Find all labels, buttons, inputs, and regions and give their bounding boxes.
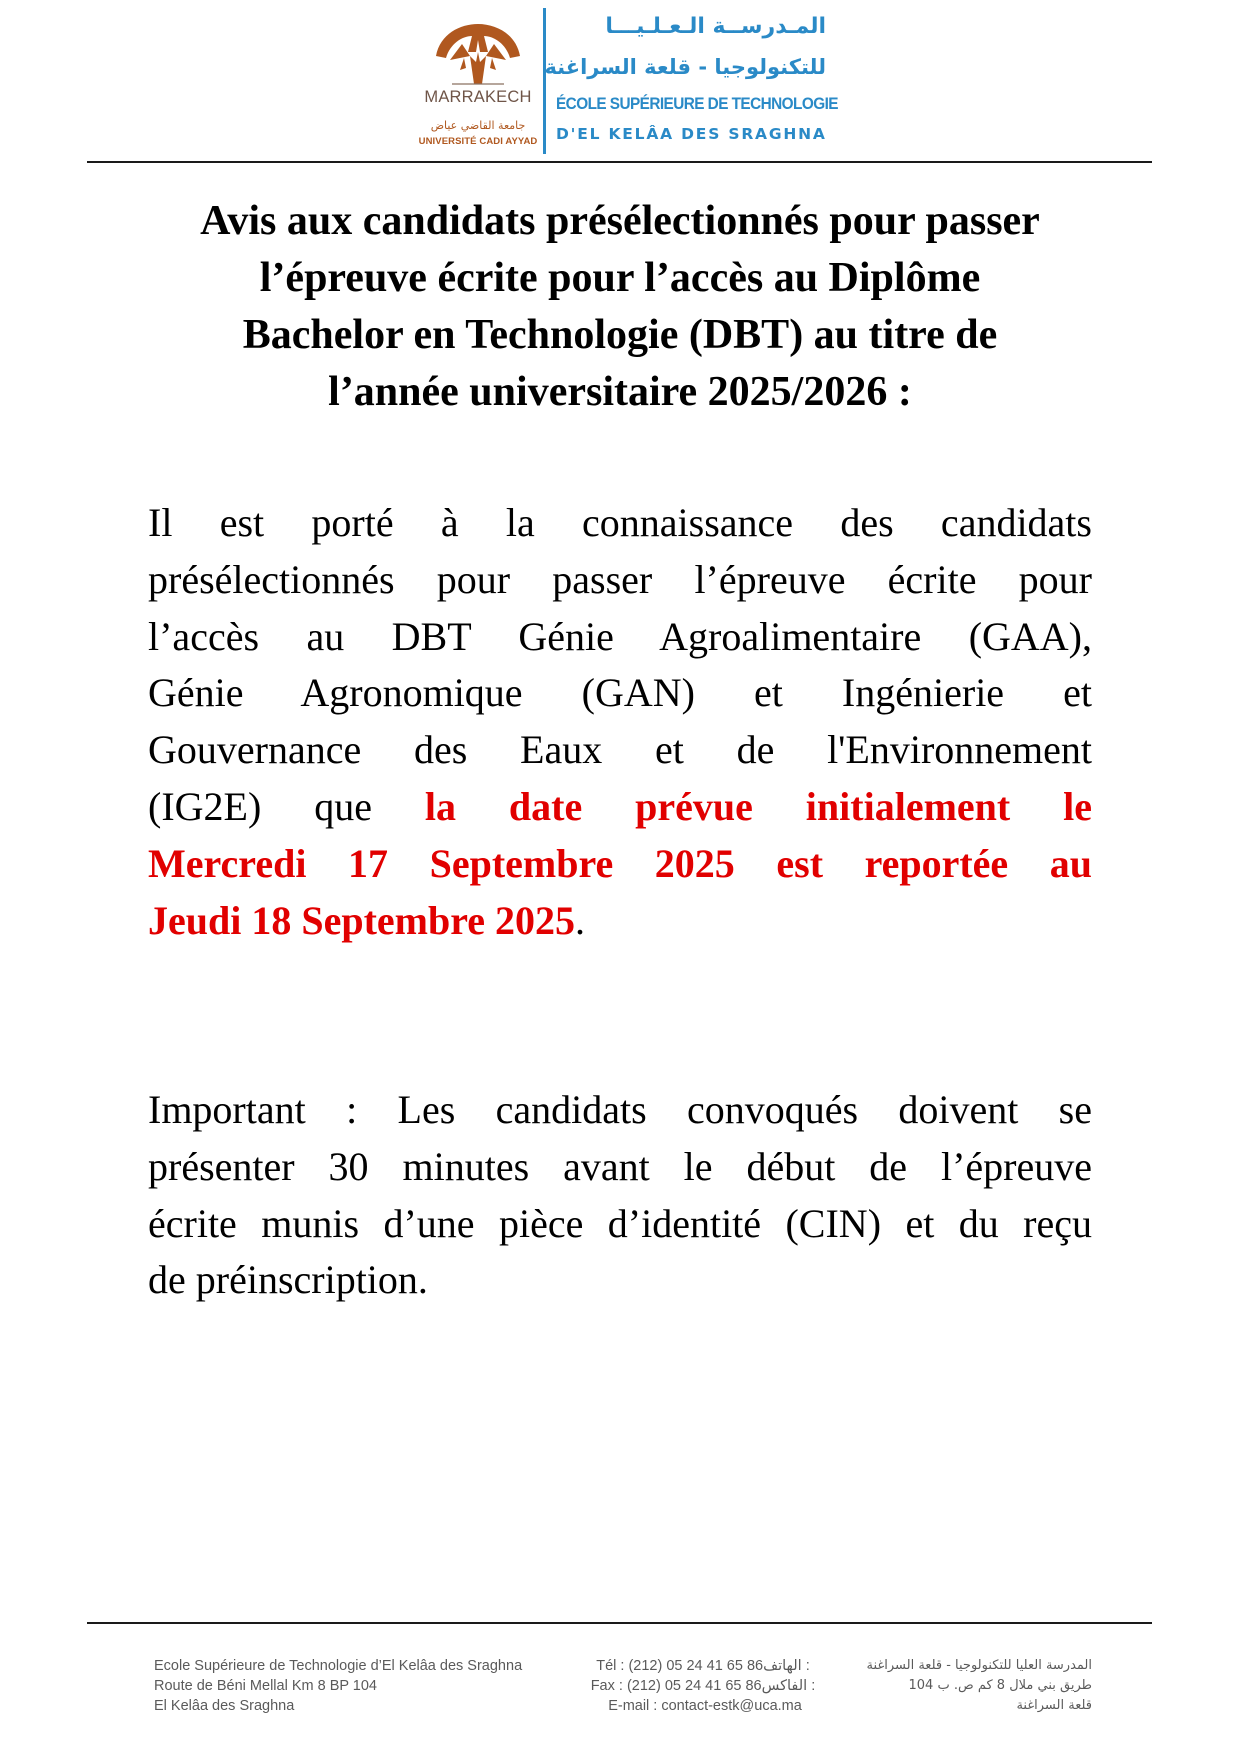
title-line: l’année universitaire 2025/2026 : (328, 369, 912, 415)
paragraph-line (148, 779, 1092, 836)
paragraph-line: Il est porté à la connaissance des candidats (148, 500, 1092, 545)
logo-university-name-fr: UNIVERSITÉ CADI AYYAD (418, 136, 538, 147)
footer-line-ar: المدرسة العليا للتكنولوجيا - قلعة السراغنة (866, 1658, 1092, 1673)
footer-line-ar: قلعة السراغنة (1016, 1698, 1092, 1713)
fax-label-ar: : الفاكس (761, 1678, 820, 1694)
paragraph-text: (IG2E) que (148, 783, 425, 829)
new-date-highlight: Jeudi 18 Septembre 2025 (148, 897, 576, 943)
footer-address-fr (154, 1656, 554, 1716)
footer-fax (585, 1676, 825, 1696)
footer-line: Route de Béni Mellal Km 8 BP 104 (154, 1678, 378, 1694)
school-name-fr-line1: ÉCOLE SUPÉRIEURE DE TECHNOLOGIE (556, 95, 838, 113)
phone-label-ar: : الهاتف (763, 1658, 814, 1674)
paragraph-line: Gouvernance des Eaux et de l'Environnement (148, 727, 1092, 773)
title-line: Bachelor en Technologie (DBT) au titre de (242, 312, 998, 358)
universite-cadi-ayyad-logo (418, 22, 538, 154)
paragraph-line (148, 836, 1092, 893)
footer-contact (585, 1656, 825, 1716)
paragraph-line: Génie Agronomique (GAN) et Ingénierie et (148, 670, 1092, 716)
paragraph-line: Important : Les candidats convoqués doivent se (148, 1087, 1092, 1132)
paragraph-text: . (575, 897, 586, 943)
footer-email[interactable]: E-mail : contact-estk@uca.ma (608, 1698, 802, 1714)
title-line: Avis aux candidats présélectionnés pour passer (200, 198, 1040, 244)
school-name-fr-line2: D'EL KELÂA DES SRAGHNA (556, 125, 827, 143)
footer-phone (585, 1656, 825, 1676)
paragraph-line (148, 893, 1092, 950)
school-name-ar-line2: للتكنولوجيا - قلعة السراغنة (544, 55, 826, 79)
logo-city: MARRAKECH (424, 88, 532, 106)
date-change-highlight: Mercredi 17 Septembre 2025 est reportée au (148, 840, 1092, 886)
footer-line: Ecole Supérieure de Technologie d’El Kelâa des Sraghna (154, 1658, 523, 1674)
important-paragraph (148, 1082, 1092, 1309)
notice-title (120, 193, 1120, 421)
footer-address-ar (862, 1656, 1092, 1716)
announcement-paragraph (148, 495, 1092, 949)
school-name-block (544, 8, 838, 148)
paragraph-line: présélectionnés pour passer l’épreuve écrite pour (148, 556, 1092, 602)
date-change-highlight: la date prévue initialement le (424, 783, 1092, 829)
paragraph-line: de préinscription. (148, 1257, 428, 1303)
paragraph-line: écrite munis d’une pièce d’identité (CIN) et du reçu (148, 1200, 1092, 1246)
school-name-ar-line1: المـدرســة الـعـلـيـــا (605, 14, 826, 39)
footer-line-ar: طريق بني ملال 8 كم ص. ب 104 (908, 1678, 1092, 1693)
title-line: l’épreuve écrite pour l’accès au Diplôme (259, 255, 981, 301)
footer-rule (87, 1622, 1152, 1624)
phone-number[interactable]: (212) 05 24 41 65 86 (628, 1658, 764, 1674)
header-rule (87, 161, 1152, 163)
phone-label: Tél : (596, 1658, 629, 1674)
logo-university-name-ar: جامعة القاضي عياض (430, 119, 526, 132)
paragraph-line: présenter 30 minutes avant le début de l’épreuve (148, 1143, 1092, 1189)
paragraph-line: l’accès au DBT Génie Agroalimentaire (GAA), (148, 613, 1092, 659)
fax-number: (212) 05 24 41 65 86 (626, 1678, 762, 1694)
fax-label: Fax : (590, 1678, 627, 1694)
palm-emblem-icon (430, 22, 526, 86)
footer-line: El Kelâa des Sraghna (154, 1698, 295, 1714)
